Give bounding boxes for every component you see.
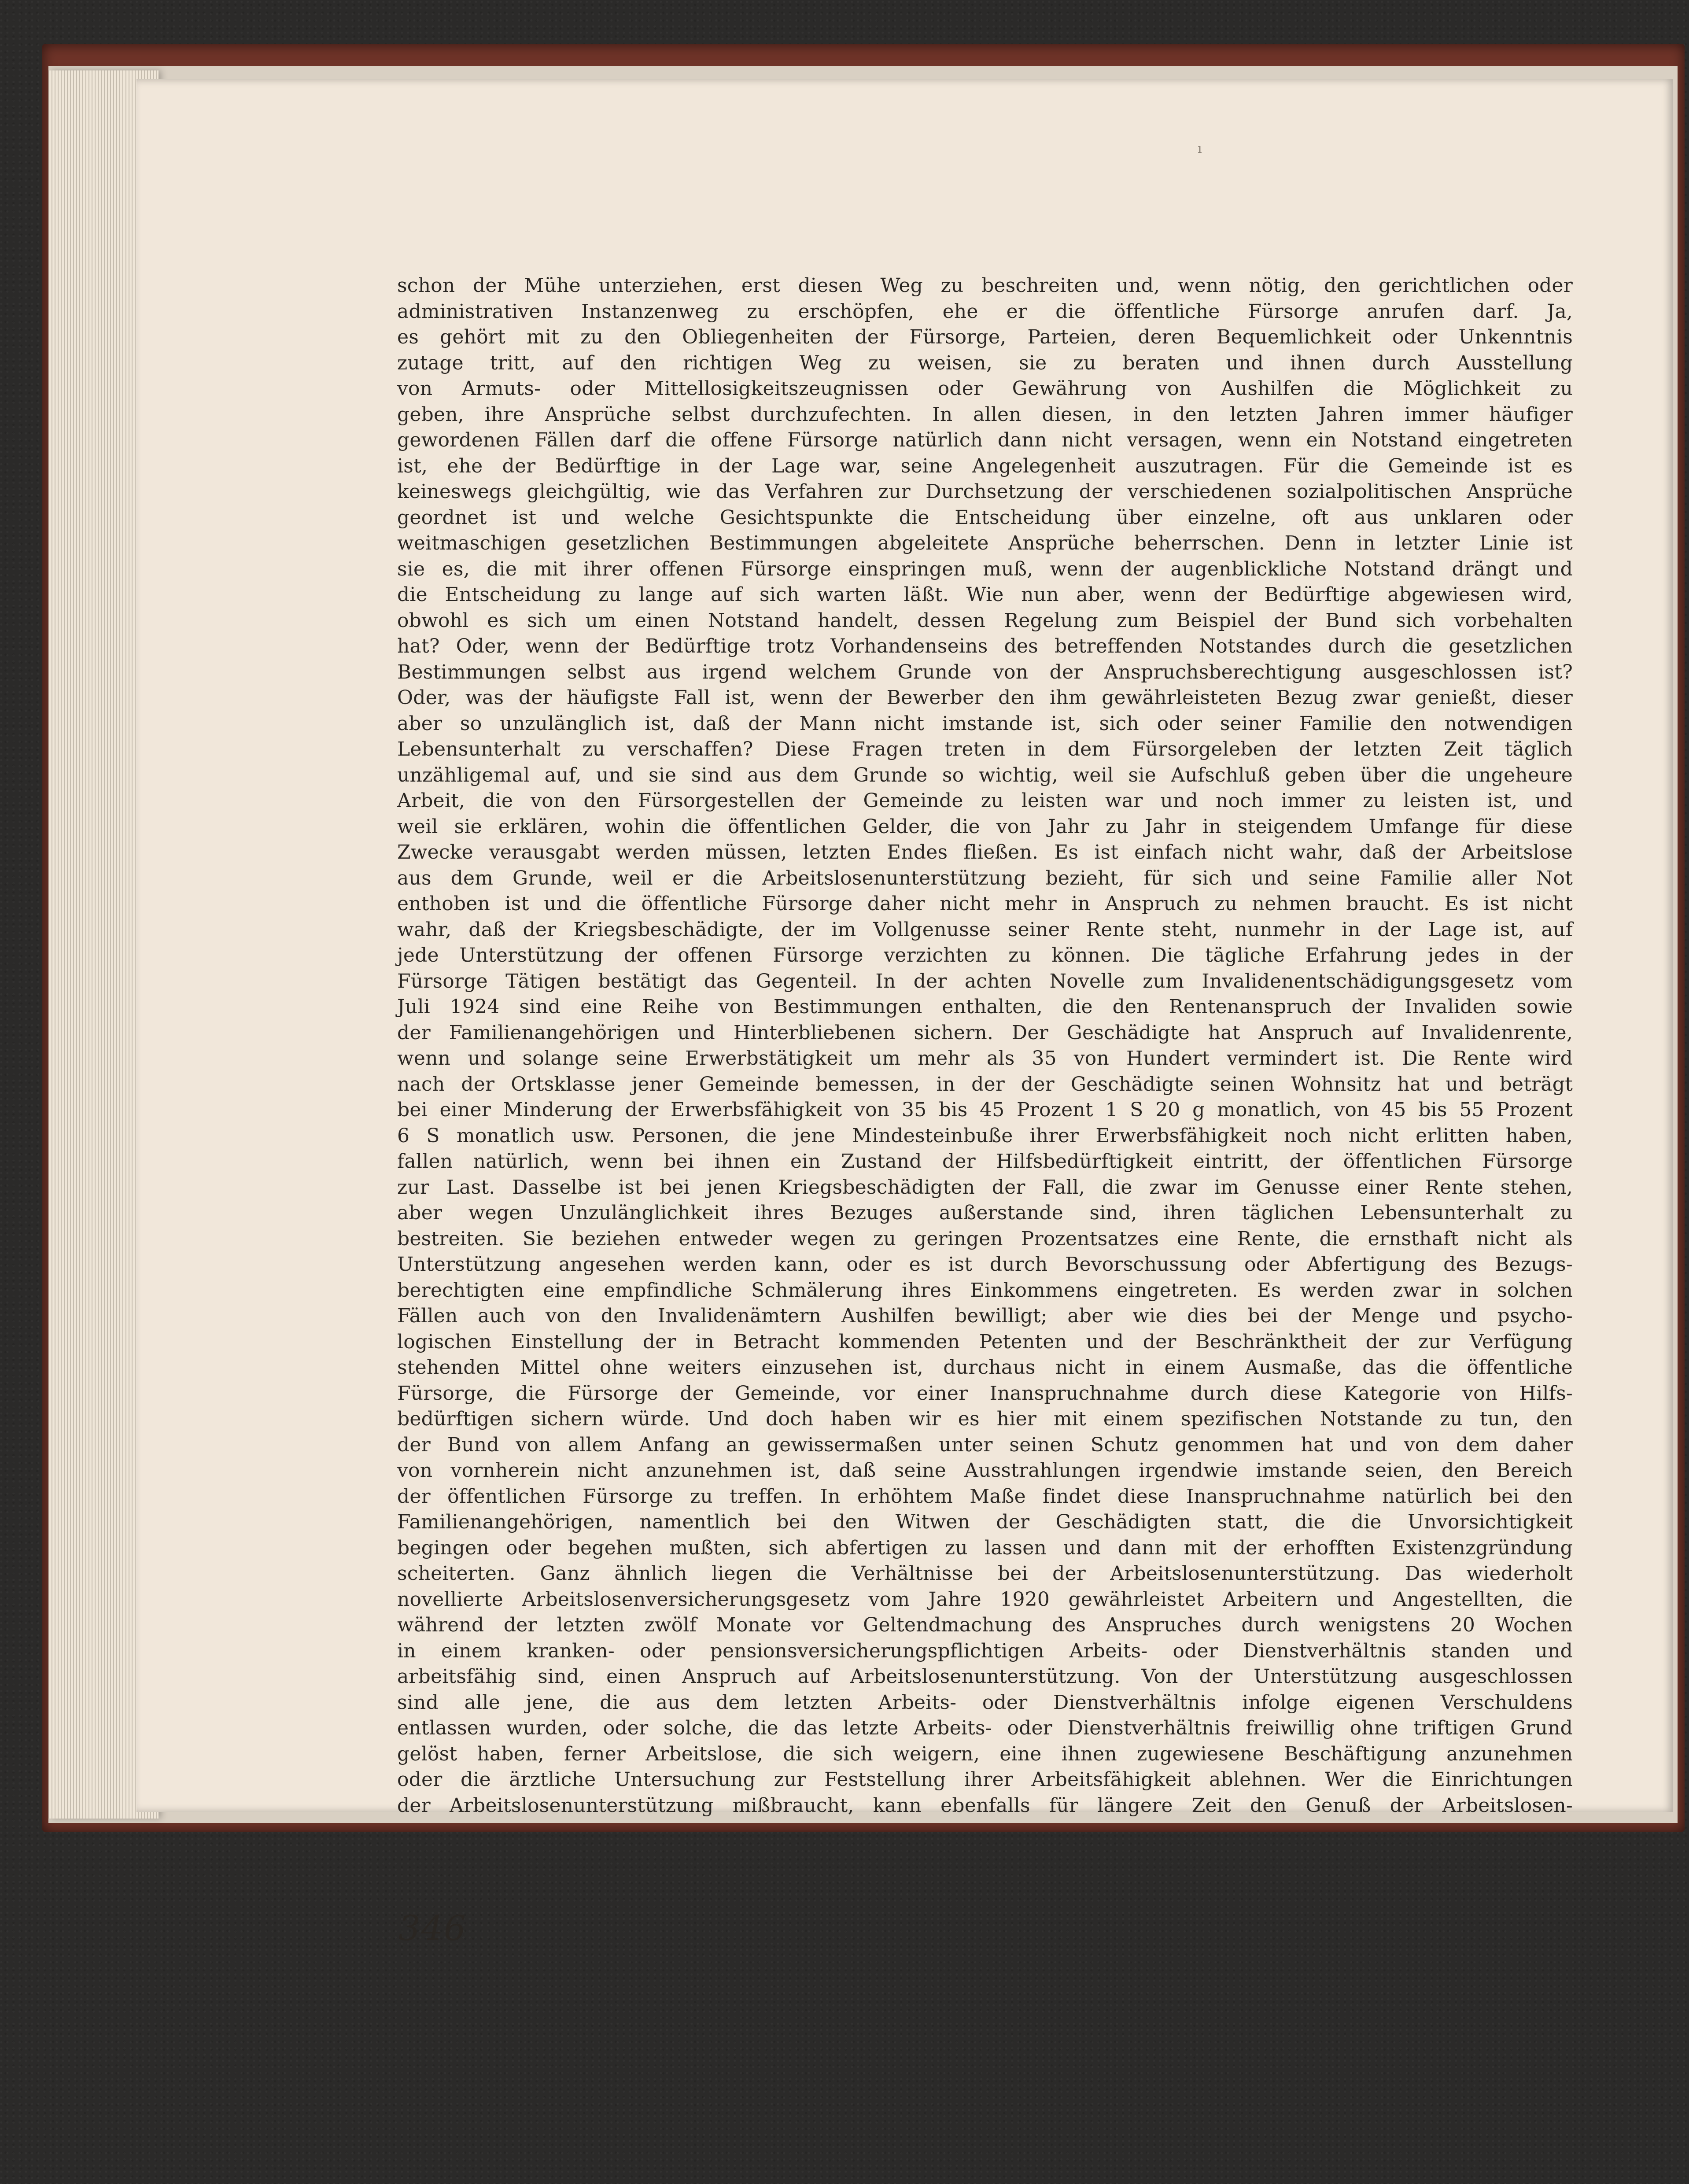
text-line: novellierte Arbeitslosenversicherungsgesetz vom Jahre 1920 gewährleistet Arbeitern und Angestellten, die bbox=[397, 1588, 1573, 1611]
text-line: gewordenen Fällen darf die offene Fürsorge natürlich dann nicht versagen, wenn ein Notstand eingetreten bbox=[397, 429, 1573, 451]
text-line: zutage tritt, auf den richtigen Weg zu weisen, sie zu beraten und ihnen durch Ausstellung bbox=[397, 351, 1573, 374]
text-line: nach der Ortsklasse jener Gemeinde bemessen, in der der Geschädigte seinen Wohnsitz hat und beträgt bbox=[397, 1073, 1573, 1096]
text-line: logischen Einstellung der in Betracht kommenden Petenten und der Beschränktheit der zur Verfügung bbox=[397, 1330, 1573, 1353]
text-line: bei einer Minderung der Erwerbsfähigkeit von 35 bis 45 Prozent 1 S 20 g monatlich, von 45 bis 55 Prozent bbox=[397, 1099, 1573, 1121]
text-line: Unterstützung angesehen werden kann, oder es ist durch Bevorschussung oder Abfertigung des Bezugs- bbox=[397, 1253, 1573, 1276]
text-line: wahr, daß der Kriegsbeschädigte, der im Vollgenusse seiner Rente steht, nunmehr in der Lage ist, auf bbox=[397, 918, 1573, 941]
text-line: unzähligemal auf, und sie sind aus dem Grunde so wichtig, weil sie Aufschluß geben über die ungeheure bbox=[397, 764, 1573, 786]
corner-mark: ı bbox=[1198, 141, 1202, 156]
text-line: geordnet ist und welche Gesichtspunkte die Entscheidung über einzelne, oft aus unklaren oder bbox=[397, 506, 1573, 529]
text-line: 6 S monatlich usw. Personen, die jene Mindesteinbuße ihrer Erwerbsfähigkeit noch nicht erlitten haben, bbox=[397, 1124, 1573, 1147]
text-line: in einem kranken- oder pensionsversicherungspflichtigen Arbeits- oder Dienstverhältnis standen und bbox=[397, 1639, 1573, 1662]
text-line: gelöst haben, ferner Arbeitslose, die sich weigern, eine ihnen zugewiesene Beschäftigung anzunehmen bbox=[397, 1742, 1573, 1765]
text-line: der Familienangehörigen und Hinterbliebenen sichern. Der Geschädigte hat Anspruch auf Invalidenrente, bbox=[397, 1021, 1573, 1044]
text-line: arbeitsfähig sind, einen Anspruch auf Arbeitslosenunterstützung. Von der Unterstützung ausgeschlossen bbox=[397, 1665, 1573, 1688]
text-line: schon der Mühe unterziehen, erst diesen Weg zu beschreiten und, wenn nötig, den gerichtlichen oder bbox=[397, 274, 1573, 297]
text-line: enthoben ist und die öffentliche Fürsorge daher nicht mehr in Anspruch zu nehmen braucht. Es ist nicht bbox=[397, 893, 1573, 915]
text-line: fallen natürlich, wenn bei ihnen ein Zustand der Hilfsbedürftigkeit eintritt, der öffentlichen Fürsorge bbox=[397, 1150, 1573, 1173]
text-line: stehenden Mittel ohne weiters einzusehen ist, durchaus nicht in einem Ausmaße, das die öffentliche bbox=[397, 1356, 1573, 1379]
text-line: begingen oder begehen mußten, sich abfertigen zu lassen und dann mit der erhofften Existenzgründung bbox=[397, 1536, 1573, 1559]
text-line: oder die ärztliche Untersuchung zur Feststellung ihrer Arbeitsfähigkeit ablehnen. Wer die Einrichtungen bbox=[397, 1768, 1573, 1791]
text-line: der Bund von allem Anfang an gewissermaßen unter seinen Schutz genommen hat und von dem daher bbox=[397, 1433, 1573, 1456]
text-line: Arbeit, die von den Fürsorgestellen der Gemeinde zu leisten war und noch immer zu leisten ist, und bbox=[397, 789, 1573, 812]
text-line: hat? Oder, wenn der Bedürftige trotz Vorhandenseins des betreffenden Notstandes durch die gesetzlichen bbox=[397, 635, 1573, 657]
text-line: weil sie erklären, wohin die öffentlichen Gelder, die von Jahr zu Jahr in steigendem Umfange für diese bbox=[397, 815, 1573, 838]
text-line: von vornherein nicht anzunehmen ist, daß seine Ausstrahlungen irgendwie imstande seien, den Bereich bbox=[397, 1459, 1573, 1482]
body-text bbox=[397, 273, 1573, 1819]
text-line: jede Unterstützung der offenen Fürsorge verzichten zu können. Die tägliche Erfahrung jedes in der bbox=[397, 944, 1573, 967]
text-line: der öffentlichen Fürsorge zu treffen. In erhöhtem Maße findet diese Inanspruchnahme natürlich bei den bbox=[397, 1485, 1573, 1508]
page-number: 346 bbox=[398, 1909, 467, 1948]
text-line: aus dem Grunde, weil er die Arbeitslosenunterstützung bezieht, für sich und seine Familie aller Not bbox=[397, 867, 1573, 889]
text-line: es gehört mit zu den Obliegenheiten der Fürsorge, Parteien, deren Bequemlichkeit oder Unkenntnis bbox=[397, 326, 1573, 348]
text-line: aber wegen Unzulänglichkeit ihres Bezuges außerstande sind, ihren täglichen Lebensunterhalt zu bbox=[397, 1202, 1573, 1224]
text-line: Zwecke verausgabt werden müssen, letzten Endes fließen. Es ist einfach nicht wahr, daß der Arbeitslose bbox=[397, 841, 1573, 863]
text-line: bedürftigen sichern würde. Und doch haben wir es hier mit einem spezifischen Notstande zu tun, den bbox=[397, 1408, 1573, 1430]
text-line: zur Last. Dasselbe ist bei jenen Kriegsbeschädigten der Fall, die zwar im Genusse einer Rente stehen, bbox=[397, 1176, 1573, 1199]
text-line: Bestimmungen selbst aus irgend welchem Grunde von der Anspruchsberechtigung ausgeschlossen ist? bbox=[397, 660, 1573, 683]
text-line: sind alle jene, die aus dem letzten Arbeits- oder Dienstverhältnis infolge eigenen Verschuldens bbox=[397, 1691, 1573, 1714]
text-line: scheiterten. Ganz ähnlich liegen die Verhältnisse bei der Arbeitslosenunterstützung. Das wiederholt bbox=[397, 1562, 1573, 1585]
text-line: Fällen auch von den Invalidenämtern Aushilfen bewilligt; aber wie dies bei der Menge und psycho- bbox=[397, 1305, 1573, 1327]
text-line: administrativen Instanzenweg zu erschöpfen, ehe er die öffentliche Fürsorge anrufen darf. Ja, bbox=[397, 300, 1573, 323]
text-line: Juli 1924 sind eine Reihe von Bestimmungen enthalten, die den Rentenanspruch der Invaliden sowie bbox=[397, 996, 1573, 1018]
text-line: geben, ihre Ansprüche selbst durchzufechten. In allen diesen, in den letzten Jahren immer häufiger bbox=[397, 403, 1573, 426]
text-line: bestreiten. Sie beziehen entweder wegen zu geringen Prozentsatzes eine Rente, die ernsthaft nicht als bbox=[397, 1227, 1573, 1250]
text-line: der Arbeitslosenunterstützung mißbraucht, kann ebenfalls für längere Zeit den Genuß der Arbeitslosen- bbox=[397, 1794, 1573, 1817]
text-line: Fürsorge Tätigen bestätigt das Gegenteil. In der achten Novelle zum Invalidenentschädigungsgesetz vom bbox=[397, 970, 1573, 992]
text-line: die Entscheidung zu lange auf sich warten läßt. Wie nun aber, wenn der Bedürftige abgewiesen wird, bbox=[397, 583, 1573, 606]
text-line: aber so unzulänglich ist, daß der Mann nicht imstande ist, sich oder seiner Familie den notwendigen bbox=[397, 712, 1573, 735]
text-line: berechtigten eine empfindliche Schmälerung ihres Einkommens eingetreten. Es werden zwar in solchen bbox=[397, 1279, 1573, 1302]
text-line: sie es, die mit ihrer offenen Fürsorge einspringen muß, wenn der augenblickliche Notstand drängt und bbox=[397, 557, 1573, 580]
text-line: wenn und solange seine Erwerbstätigkeit um mehr als 35 von Hundert vermindert ist. Die Rente wird bbox=[397, 1047, 1573, 1070]
text-line: Lebensunterhalt zu verschaffen? Diese Fragen treten in dem Fürsorgeleben der letzten Zeit täglich bbox=[397, 738, 1573, 760]
text-line: obwohl es sich um einen Notstand handelt, dessen Regelung zum Beispiel der Bund sich vorbehalten bbox=[397, 609, 1573, 632]
text-line: Fürsorge, die Fürsorge der Gemeinde, vor einer Inanspruchnahme durch diese Kategorie von Hilfs- bbox=[397, 1382, 1573, 1405]
text-line: Familienangehörigen, namentlich bei den Witwen der Geschädigten statt, die die Unvorsichtigkeit bbox=[397, 1511, 1573, 1533]
text-line: während der letzten zwölf Monate vor Geltendmachung des Anspruches durch wenigstens 20 Wochen bbox=[397, 1614, 1573, 1636]
text-line: keineswegs gleichgültig, wie das Verfahren zur Durchsetzung der verschiedenen sozialpolitischen Ansprüche bbox=[397, 480, 1573, 503]
text-line: weitmaschigen gesetzlichen Bestimmungen abgeleitete Ansprüche beherrschen. Denn in letzter Linie ist bbox=[397, 532, 1573, 554]
text-line: Oder, was der häufigste Fall ist, wenn der Bewerber den ihm gewährleisteten Bezug zwar genießt, dieser bbox=[397, 686, 1573, 709]
text-line: entlassen wurden, oder solche, die das letzte Arbeits- oder Dienstverhältnis freiwillig ohne triftigen Grund bbox=[397, 1717, 1573, 1739]
text-line: von Armuts- oder Mittellosigkeitszeugnissen oder Gewährung von Aushilfen die Möglichkeit zu bbox=[397, 377, 1573, 400]
text-line: ist, ehe der Bedürftige in der Lage war, seine Angelegenheit auszutragen. Für die Gemeinde ist es bbox=[397, 454, 1573, 477]
